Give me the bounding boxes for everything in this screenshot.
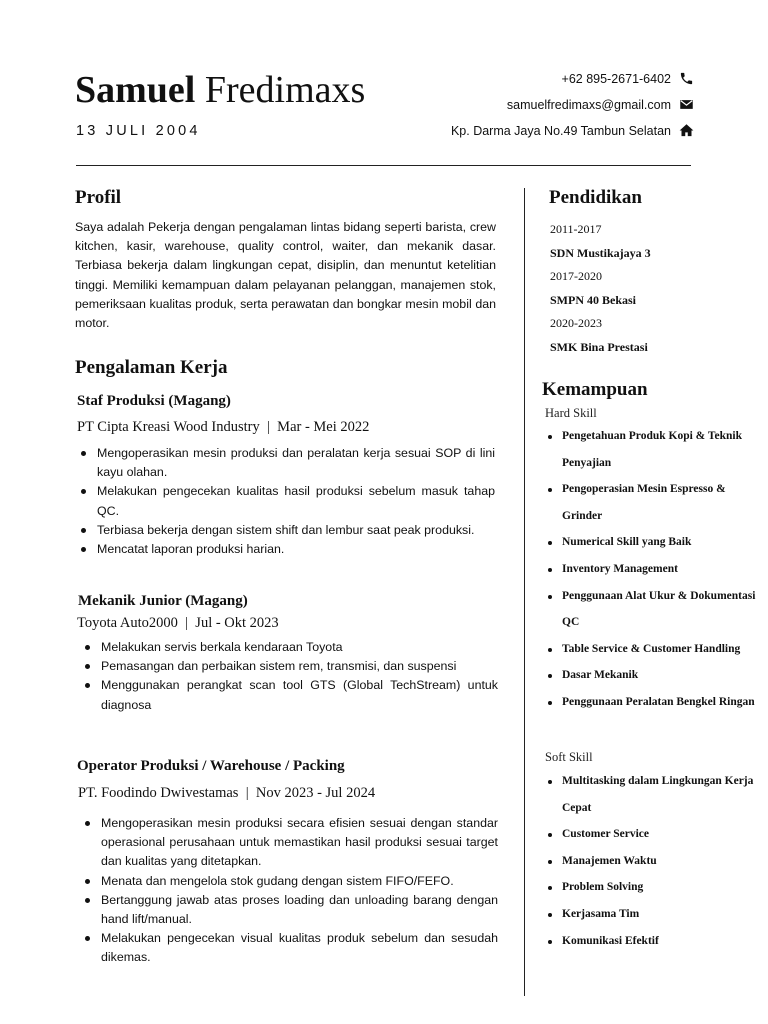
list-item: Menata dan mengelola stok gudang dengan sistem FIFO/FEFO. (79, 872, 498, 891)
job-1-period: Mar - Mei 2022 (277, 419, 370, 435)
address-text: Kp. Darma Jaya No.49 Tambun Selatan (450, 123, 671, 138)
list-item: Penggunaan Alat Ukur & Dokumentasi QC (545, 583, 758, 636)
list-item: Bertanggung jawab atas proses loading dan unloading barang dengan hand lift/manual. (79, 891, 498, 929)
job-2-meta: Toyota Auto2000 | Jul - Okt 2023 (77, 615, 279, 631)
phone-text: +62 895-2671-6402 (561, 71, 671, 86)
job-3-company: PT. Foodindo Dwivestamas (78, 785, 239, 801)
list-item: Melakukan servis berkala kendaraan Toyota (79, 638, 498, 657)
list-item: Kerjasama Tim (545, 901, 758, 928)
list-item: Manajemen Waktu (545, 848, 758, 875)
job-2-title: Mekanik Junior (Magang) (78, 593, 248, 609)
list-item: Numerical Skill yang Baik (545, 529, 758, 556)
job-2-duties (79, 638, 498, 715)
list-item: Mengoperasikan mesin produksi secara efisien sesuai dengan standar operasional perusahaan untuk memastikan hasil produksi sesuai target dan kualitas yang ditetapkan. (79, 814, 498, 872)
skills-heading: Kemampuan (542, 379, 648, 400)
list-item: Menggunakan perangkat scan tool GTS (Global TechStream) untuk diagnosa (79, 676, 498, 714)
job-3-period: Nov 2023 - Jul 2024 (255, 785, 376, 801)
list-item: Multitasking dalam Lingkungan Kerja Cepat (545, 768, 758, 821)
list-item: Mengoperasikan mesin produksi dan peralatan kerja sesuai SOP di lini kayu olahan. (75, 444, 495, 482)
list-item: Mencatat laporan produksi harian. (75, 540, 495, 559)
job-2-period: Jul - Okt 2023 (195, 615, 279, 631)
list-item: Customer Service (545, 821, 758, 848)
list-item: Dasar Mekanik (545, 662, 758, 689)
job-3-meta: PT. Foodindo Dwivestamas | Nov 2023 - Jul 2024 (78, 785, 376, 801)
list-item: Komunikasi Efektif (545, 928, 758, 955)
job-2-company: Toyota Auto2000 (77, 615, 178, 631)
candidate-name (75, 68, 365, 112)
job-1-title: Staf Produksi (Magang) (77, 393, 231, 409)
contact-address (451, 123, 694, 138)
header-divider (76, 165, 691, 166)
list-item: Penggunaan Peralatan Bengkel Ringan (545, 689, 758, 716)
education-school: SMK Bina Prestasi (550, 339, 648, 354)
email-text: samuelfredimaxs@gmail.com (506, 97, 671, 112)
education-list (550, 218, 651, 360)
list-item: Table Service & Customer Handling (545, 636, 758, 663)
list-item: Terbiasa bekerja dengan sistem shift dan lembur saat peak produksi. (75, 521, 495, 540)
job-1-duties (75, 444, 495, 559)
contact-email (507, 97, 694, 112)
date-of-birth: 13 JULI 2004 (76, 123, 201, 139)
education-heading: Pendidikan (549, 187, 642, 208)
job-1-company: PT Cipta Kreasi Wood Industry (77, 419, 260, 435)
soft-skill-label: Soft Skill (545, 750, 593, 764)
experience-heading: Pengalaman Kerja (75, 357, 228, 378)
hard-skill-list (545, 423, 758, 716)
column-divider (524, 188, 525, 996)
phone-icon (679, 71, 694, 86)
education-years: 2017-2020 (550, 269, 602, 284)
list-item: Inventory Management (545, 556, 758, 583)
profile-text: Saya adalah Pekerja dengan pengalaman lintas bidang seperti barista, crew kitchen, kasir, warehouse, quality control, waiter, dan mekanik dasar. Terbiasa bekerja dalam lingkungan cepat, disiplin, dan menuntut ketelitian tinggi. Memiliki kemampuan dalam pelayanan pelanggan, manajemen stok, pemeriksaan kualitas produk, serta perawatan dan bongkar mesin mobil dan motor. (75, 220, 496, 331)
job-3-duties (79, 814, 498, 968)
hard-skill-label: Hard Skill (545, 406, 597, 420)
education-school: SDN Mustikajaya 3 (550, 245, 651, 260)
profile-heading: Profil (75, 187, 122, 208)
home-icon (679, 123, 694, 138)
education-years: 2020-2023 (550, 316, 602, 331)
education-years: 2011-2017 (550, 222, 602, 236)
mail-icon (679, 97, 694, 112)
last-name: Fredimaxs (204, 69, 366, 111)
job-3-title: Operator Produksi / Warehouse / Packing (77, 758, 345, 774)
soft-skill-list (545, 768, 758, 954)
list-item: Pemasangan dan perbaikan sistem rem, transmisi, dan suspensi (79, 657, 498, 676)
first-name: Samuel (75, 69, 196, 111)
job-1-meta: PT Cipta Kreasi Wood Industry | Mar - Mei 2022 (77, 419, 370, 435)
list-item: Pengoperasian Mesin Espresso & Grinder (545, 476, 758, 529)
education-school: SMPN 40 Bekasi (550, 292, 637, 307)
list-item: Pengetahuan Produk Kopi & Teknik Penyajian (545, 423, 758, 476)
list-item: Problem Solving (545, 874, 758, 901)
contact-phone (562, 71, 694, 86)
list-item: Melakukan pengecekan kualitas hasil produksi sebelum masuk tahap QC. (75, 482, 495, 520)
list-item: Melakukan pengecekan visual kualitas produk sebelum dan sesudah dikemas. (79, 929, 498, 967)
